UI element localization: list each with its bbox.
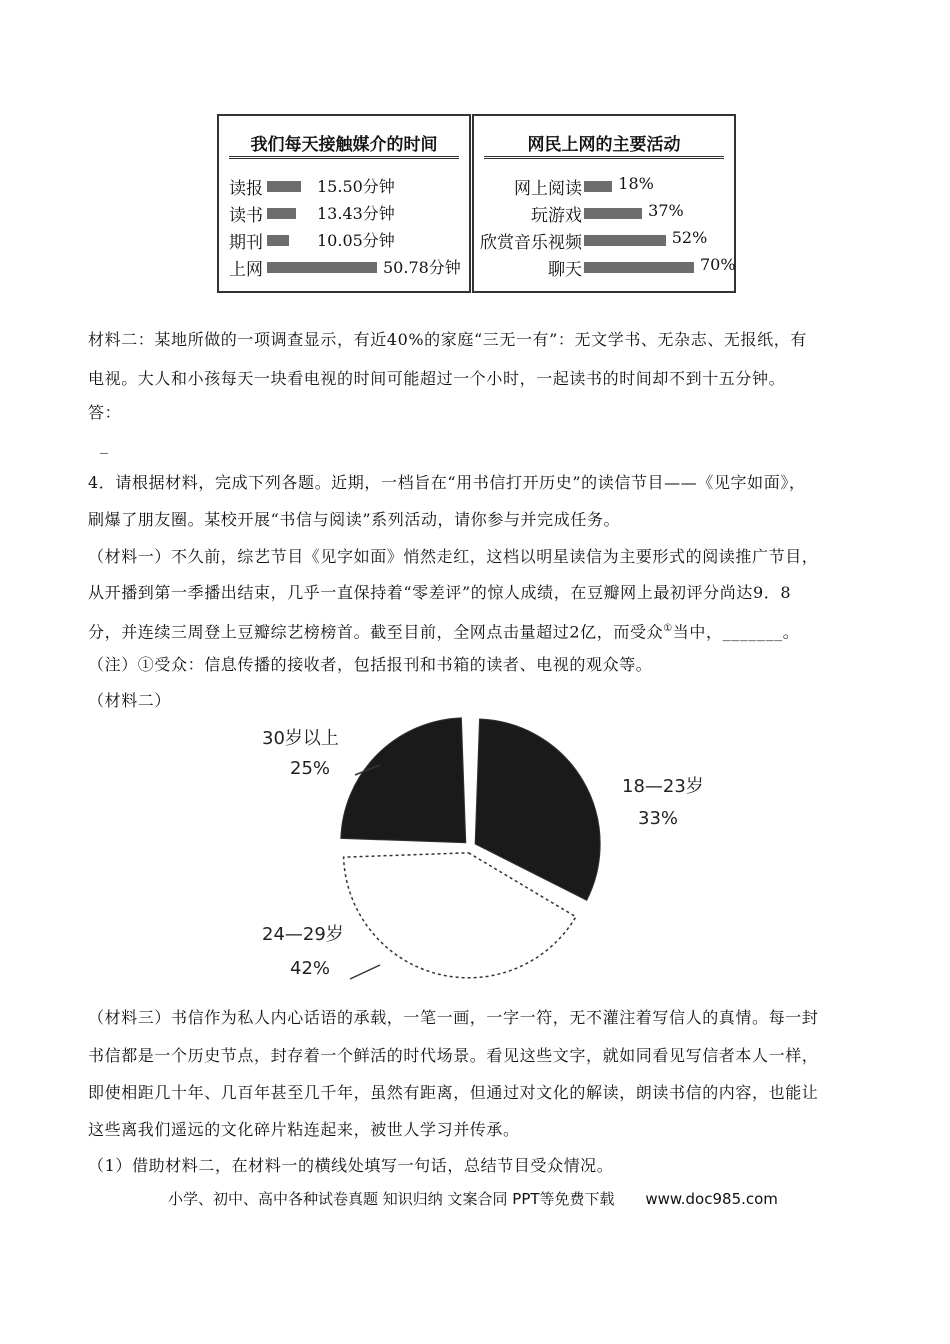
bar-row	[474, 228, 734, 252]
material-one-blank[interactable]: 当中，_______。	[672, 622, 800, 642]
bar-value-label: 10.05分钟	[317, 231, 395, 250]
bar-value-label: 15.50分钟	[317, 177, 395, 196]
bar-category-label: 欣赏音乐视频	[480, 233, 582, 253]
bar	[267, 181, 301, 192]
pie-leader-line	[350, 965, 380, 979]
bar-category-label: 聊天	[548, 260, 582, 280]
bar	[584, 235, 666, 246]
footer	[168, 1188, 778, 1209]
bar-row	[219, 174, 469, 198]
media-time-chart	[217, 114, 471, 293]
bar-value-label: 50.78分钟	[383, 258, 461, 277]
material-one-line-2: 从开播到第一季播出结束，几乎一直保持着“零差评”的惊人成绩，在豆瓣网上最初评分尚达9．8	[88, 583, 792, 602]
pie-label-18-23: 18—23岁	[622, 776, 704, 797]
material-three-line-1: （材料三）书信作为私人内心话语的承载，一笔一画，一字一符，无不灌注着写信人的真情。每一封	[88, 1008, 819, 1027]
pie-label-30-plus: 30岁以上	[262, 728, 339, 749]
footer-url[interactable]: www.doc985.com	[645, 1190, 778, 1208]
pie-label-24-29: 24—29岁	[262, 924, 344, 945]
bar-row	[474, 174, 734, 198]
bar-category-label: 上网	[229, 260, 263, 280]
footer-text: 小学、初中、高中各种试卷真题 知识归纳 文案合同 PPT等免费下载	[168, 1190, 615, 1208]
bar	[584, 262, 694, 273]
material-one-line-1: （材料一）不久前，综艺节目《见字如面》悄然走红，这档以明星读信为主要形式的阅读推广节目，	[88, 547, 819, 566]
footnote: （注）①受众：信息传播的接收者，包括报刊和书箱的读者、电视的观众等。	[88, 655, 653, 674]
bar-row	[219, 201, 469, 225]
material-two-line-2: 电视。大人和小孩每天一块看电视的时间可能超过一个小时，一起读书的时间却不到十五分钟。	[88, 369, 786, 388]
question-4-line-2: 刷爆了朋友圈。某校开展“书信与阅读”系列活动，请你参与并完成任务。	[88, 510, 621, 529]
bar-value-label: 37%	[648, 201, 684, 220]
bar-value-label: 18%	[618, 174, 654, 193]
question-4-line-1: 4．请根据材料，完成下列各题。近期，一档旨在“用书信打开历史”的读信节目——《见字如面》，	[88, 473, 806, 492]
material-three-line-2: 书信都是一个历史节点，封存着一个鲜活的时代场景。看见这些文字，就如同看见写信者本人一样，	[88, 1046, 819, 1065]
footnote-marker: ①	[663, 623, 673, 634]
pie-pct-30-plus: 25%	[290, 758, 331, 779]
netizen-activity-chart-rule	[484, 156, 724, 159]
material-two-b-label: （材料二）	[88, 691, 172, 710]
bar	[267, 208, 296, 219]
pie-pct-24-29: 42%	[290, 958, 331, 979]
material-one-line-3-text: 分，并连续三周登上豆瓣综艺榜榜首。截至目前，全网点击量超过2亿，而受众	[88, 622, 664, 642]
bar-row	[219, 228, 469, 252]
bar-value-label: 13.43分钟	[317, 204, 395, 223]
bar-category-label: 网上阅读	[514, 179, 582, 199]
bar	[584, 208, 642, 219]
audience-age-pie-chart	[250, 712, 710, 992]
bar-category-label: 期刊	[229, 233, 263, 253]
media-time-chart-title: 我们每天接触媒介的时间	[250, 135, 438, 155]
answer-blank[interactable]: _	[100, 435, 109, 454]
bar-value-label: 70%	[700, 255, 736, 274]
bar	[584, 181, 612, 192]
pie-pct-18-23: 33%	[638, 808, 679, 829]
media-time-chart-rule	[229, 156, 459, 159]
bar-category-label: 读报	[229, 179, 263, 199]
pie-slice	[341, 718, 466, 843]
bar	[267, 262, 377, 273]
material-two-line-1: 材料二：某地所做的一项调查显示，有近40%的家庭“三无一有”：无文学书、无杂志、无报纸，有	[88, 330, 807, 349]
bar-value-label: 52%	[671, 228, 708, 247]
sub-question-1: （1）借助材料二，在材料一的横线处填写一句话，总结节目受众情况。	[88, 1156, 614, 1175]
bar	[267, 235, 289, 246]
netizen-activity-chart	[472, 114, 736, 293]
bar-category-label: 玩游戏	[531, 206, 582, 226]
material-one-line-3	[88, 614, 863, 647]
material-three-line-4: 这些离我们遥远的文化碎片粘连起来，被世人学习并传承。	[88, 1120, 520, 1139]
bar-row	[474, 255, 734, 279]
netizen-activity-chart-title: 网民上网的主要活动	[527, 135, 681, 155]
bar-row	[219, 255, 469, 279]
bar-category-label: 读书	[229, 206, 263, 226]
bar-row	[474, 201, 734, 225]
answer-label: 答：	[88, 403, 122, 422]
material-three-line-3: 即使相距几十年、几百年甚至几千年，虽然有距离，但通过对文化的解读，朗读书信的内容，也能让	[88, 1083, 819, 1102]
